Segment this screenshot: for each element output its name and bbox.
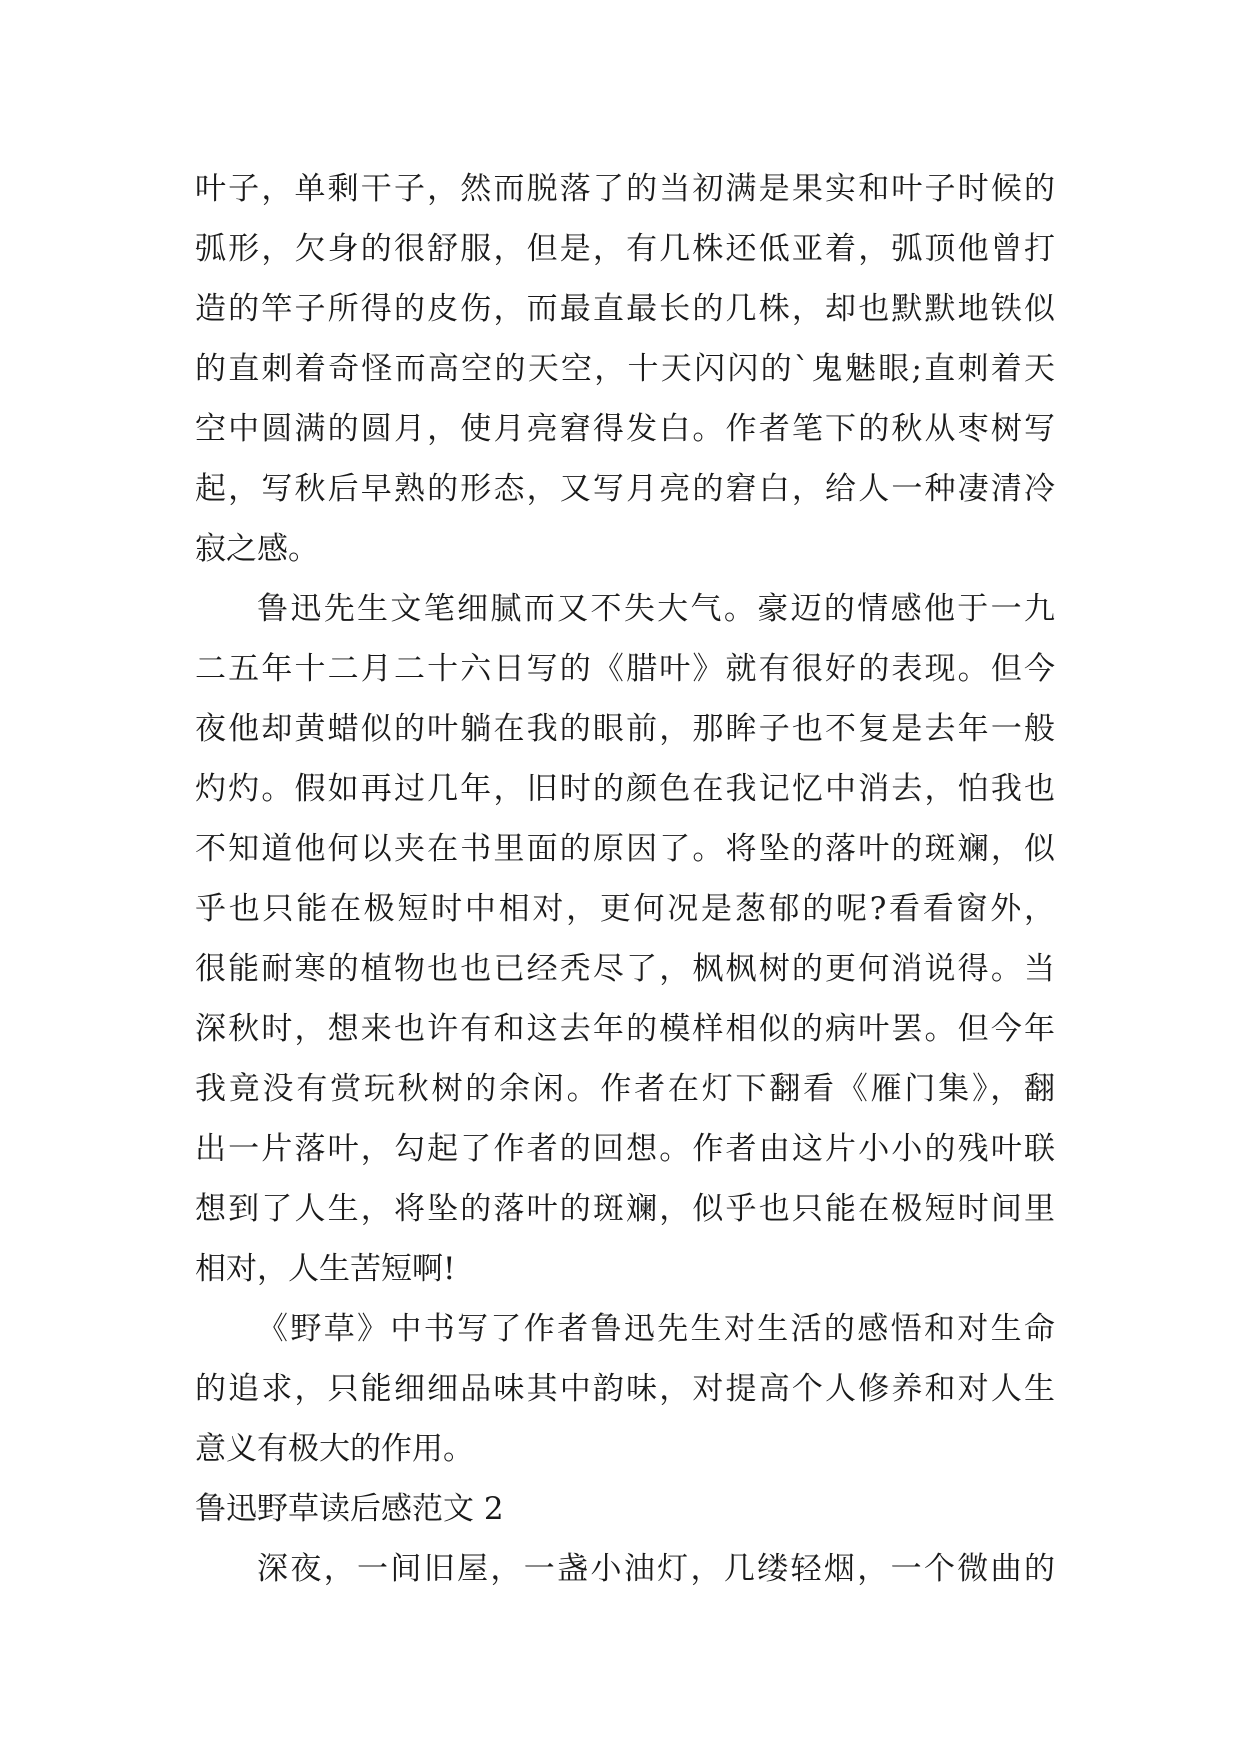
paragraph	[195, 579, 1055, 1299]
text-line: 起，写秋后早熟的形态，又写月亮的窘白，给人一种凄清冷	[195, 471, 1055, 507]
text-line: 的直刺着奇怪而高空的天空，十天闪闪的`鬼魅眼;直刺着天	[195, 351, 1055, 387]
text-line: 相对，人生苦短啊!	[195, 1251, 456, 1287]
text-line: 二五年十二月二十六日写的《腊叶》就有很好的表现。但今	[195, 651, 1055, 687]
text-line: 深秋时，想来也许有和这去年的模样相似的病叶罢。但今年	[195, 1011, 1055, 1047]
text-line: 深夜，一间旧屋，一盏小油灯，几缕轻烟，一个微曲的	[257, 1551, 1055, 1587]
text-line: 造的竿子所得的皮伤，而最直最长的几株，却也默默地铁似	[195, 291, 1055, 327]
text-line: 灼灼。假如再过几年，旧时的颜色在我记忆中消去，怕我也	[195, 771, 1055, 807]
text-line: 想到了人生，将坠的落叶的斑斓，似乎也只能在极短时间里	[195, 1191, 1055, 1227]
text-line: 乎也只能在极短时中相对，更何况是葱郁的呢?看看窗外，	[195, 891, 1055, 927]
text-line: 很能耐寒的植物也也已经秃尽了，枫枫树的更何消说得。当	[195, 951, 1055, 987]
text-line: 夜他却黄蜡似的叶躺在我的眼前，那眸子也不复是去年一般	[195, 711, 1055, 747]
text-line: 空中圆满的圆月，使月亮窘得发白。作者笔下的秋从枣树写	[195, 411, 1055, 447]
text-line: 叶子，单剩干子，然而脱落了的当初满是果实和叶子时候的	[195, 171, 1055, 207]
text-line: 弧形，欠身的很舒服，但是，有几株还低亚着，弧顶他曾打	[195, 231, 1055, 267]
text-line: 出一片落叶，勾起了作者的回想。作者由这片小小的残叶联	[195, 1131, 1055, 1167]
text-line: 我竟没有赏玩秋树的余闲。作者在灯下翻看《雁门集》，翻	[195, 1071, 1055, 1107]
paragraph	[195, 159, 1055, 579]
text-line: 意义有极大的作用。	[195, 1431, 474, 1467]
body-text	[195, 159, 1055, 1599]
text-line: 寂之感。	[195, 531, 319, 567]
text-line: 的追求，只能细细品味其中韵味，对提高个人修养和对人生	[195, 1371, 1055, 1407]
paragraph	[195, 1539, 1055, 1599]
paragraph	[195, 1299, 1055, 1479]
text-line: 鲁迅先生文笔细腻而又不失大气。豪迈的情感他于一九	[257, 591, 1055, 627]
section-heading: 鲁迅野草读后感范文 2	[195, 1491, 504, 1527]
text-line: 《野草》中书写了作者鲁迅先生对生活的感悟和对生命	[257, 1311, 1055, 1347]
text-line: 不知道他何以夹在书里面的原因了。将坠的落叶的斑斓，似	[195, 831, 1055, 867]
